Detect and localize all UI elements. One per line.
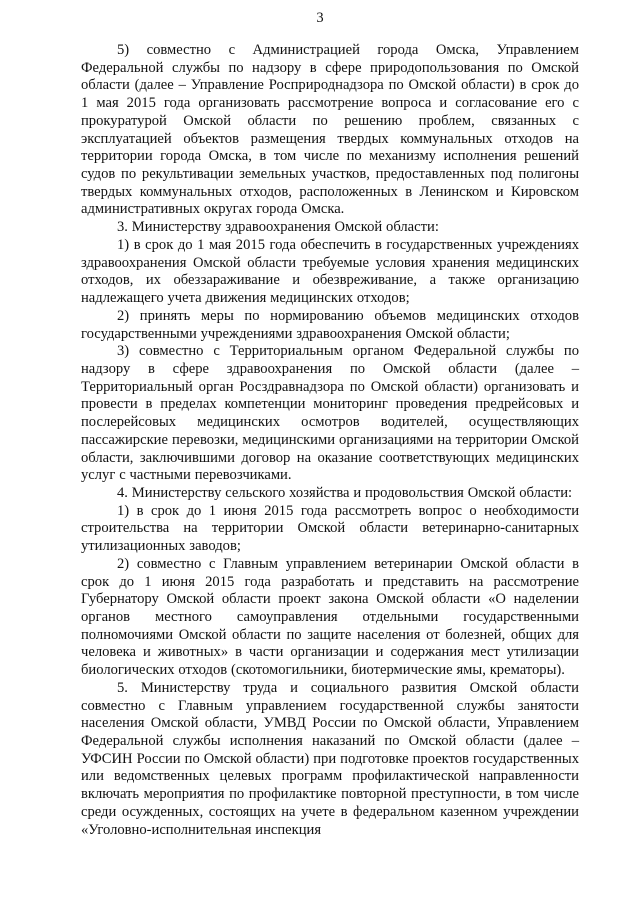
paragraph-3-3-driver-checks: 3) совместно с Территориальным органом Федеральной службы по надзору в сфере здравоохранения по Омской области (далее – Территориальный орган Росздравнадзора по Омской области) организовать и провести в пределах компетенции мониторинг проведения предрейсовых и послерейсовых медицинских осмотров водителей, осуществляющих пассажирские перевозки, медицинскими организациями на территории Омской области, заключившими договор на оказание соответствующих медицинских услуг с частными перевозчиками. [81, 343, 579, 484]
paragraph-3-2-waste-norms: 2) принять меры по нормированию объемов медицинских отходов государственными учреждениями здравоохранения Омской области; [81, 307, 579, 342]
paragraph-4-1-utilization-plants: 1) в срок до 1 июня 2015 года рассмотреть вопрос о необходимости строительства на территории Омской области ветеринарно-санитарных утилизационных заводов; [81, 502, 579, 555]
paragraph-3-1-medical-waste: 1) в срок до 1 мая 2015 года обеспечить в государственных учреждениях здравоохранения Омской области требуемые условия хранения медицинских отходов, их обеззараживание и обезвреживание, а также организацию надлежащего учета движения медицинских отходов; [81, 236, 579, 307]
document-body [81, 42, 579, 839]
page-number: 3 [316, 10, 324, 26]
paragraph-item-5-joint-tko: 5) совместно с Администрацией города Омска, Управлением Федеральной службы по надзору в сфере природопользования по Омской области (далее – Управление Росприроднадзора по Омской области) в срок до 1 мая 2015 года организовать рассмотрение вопроса и согласование его с прокуратурой Омской области по решению проблем, связанных с эксплуатацией объектов размещения твердых коммунальных отходов на территории города Омска, в том числе по механизму исполнения решений судов по рекультивации земельных участков, предоставленных под полигоны твердых коммунальных отходов, расположенных в Ленинском и Кировском административных округах города Омска. [81, 42, 579, 218]
section-5-paragraph: 5. Министерству труда и социального развития Омской области совместно с Главным управлением государственной службы занятости населения Омской области, УМВД России по Омской области, Управлением Федеральной службы исполнения наказаний по Омской области (далее – УФСИН России по Омской области) при подготовке проектов государственных или ведомственных целевых программ профилактической направленности включать мероприятия по профилактике повторной преступности, в том числе среди осужденных, состоящих на учете в федеральном казенном учреждении «Уголовно-исполнительная инспекция [81, 679, 579, 838]
section-3-heading: 3. Министерству здравоохранения Омской области: [117, 219, 439, 236]
section-4-heading: 4. Министерству сельского хозяйства и продовольствия Омской области: [117, 484, 573, 501]
paragraph-4-2-draft-law: 2) совместно с Главным управлением ветеринарии Омской области в срок до 1 июня 2015 года разработать и представить на рассмотрение Губернатору Омской области проект закона Омской области «О наделении органов местного самоуправления отдельными государственными полномочиями Омской области по защите населения от болезней, общих для человека и животных» в части организации и содержания мест утилизации биологических отходов (скотомогильники, биотермические ямы, крематоры). [81, 555, 579, 679]
